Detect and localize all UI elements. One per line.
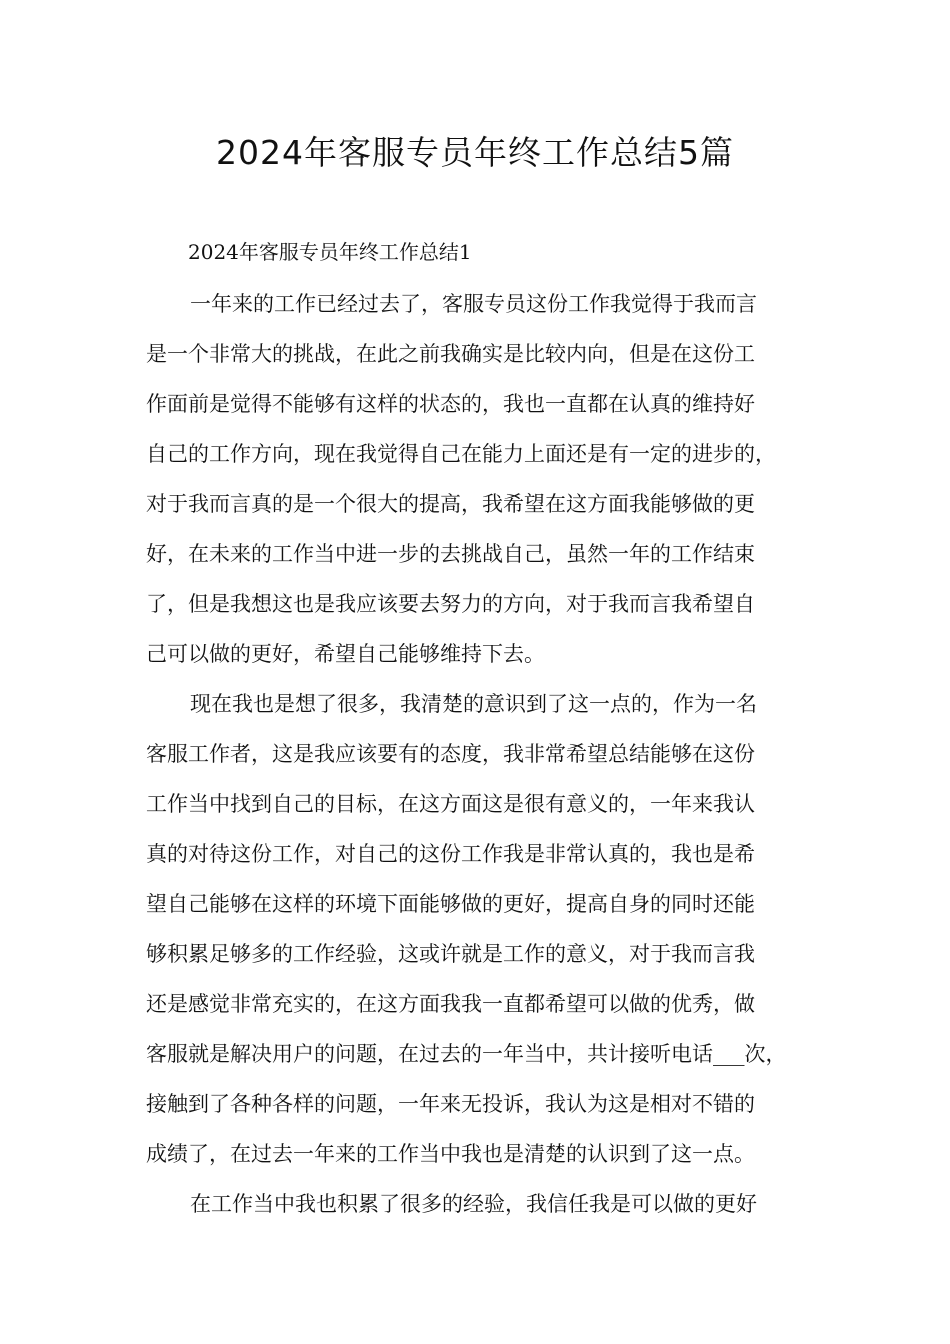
paragraph-line: 一年来的工作已经过去了，客服专员这份工作我觉得于我而言: [190, 292, 757, 316]
paragraph-line: 够积累足够多的工作经验，这或许就是工作的意义，对于我而言我: [146, 942, 755, 966]
paragraph-line: 成绩了，在过去一年来的工作当中我也是清楚的认识到了这一点。: [146, 1142, 755, 1166]
paragraph-line: 望自己能够在这样的环境下面能够做的更好，提高自身的同时还能: [146, 892, 755, 916]
paragraph-line: 接触到了各种各样的问题，一年来无投诉，我认为这是相对不错的: [146, 1092, 755, 1116]
paragraph-line: 作面前是觉得不能够有这样的状态的，我也一直都在认真的维持好: [146, 392, 755, 416]
paragraph-line: 客服工作者，这是我应该要有的态度，我非常希望总结能够在这份: [146, 742, 755, 766]
section-heading: 2024年客服专员年终工作总结1: [188, 240, 472, 264]
paragraph-line: 现在我也是想了很多，我清楚的意识到了这一点的，作为一名: [190, 692, 757, 716]
document-title: 2024年客服专员年终工作总结5篇: [216, 133, 734, 172]
paragraph-line: 对于我而言真的是一个很大的提高，我希望在这方面我能够做的更: [146, 492, 755, 516]
paragraph-line: 工作当中找到自己的目标，在这方面这是很有意义的，一年来我认: [146, 792, 755, 816]
paragraph-line: 己可以做的更好，希望自己能够维持下去。: [146, 642, 545, 666]
paragraph-line: 客服就是解决用户的问题，在过去的一年当中，共计接听电话___次，: [146, 1042, 787, 1066]
paragraph-line: 好，在未来的工作当中进一步的去挑战自己，虽然一年的工作结束: [146, 542, 755, 566]
paragraph-line: 在工作当中我也积累了很多的经验，我信任我是可以做的更好: [190, 1192, 757, 1216]
paragraph-line: 还是感觉非常充实的，在这方面我我一直都希望可以做的优秀，做: [146, 992, 755, 1016]
paragraph-line: 是一个非常大的挑战，在此之前我确实是比较内向，但是在这份工: [146, 342, 755, 366]
paragraph-line: 了，但是我想这也是我应该要去努力的方向，对于我而言我希望自: [146, 592, 755, 616]
paragraph-line: 自己的工作方向，现在我觉得自己在能力上面还是有一定的进步的，: [146, 442, 776, 466]
paragraph-line: 真的对待这份工作，对自己的这份工作我是非常认真的，我也是希: [146, 842, 755, 866]
